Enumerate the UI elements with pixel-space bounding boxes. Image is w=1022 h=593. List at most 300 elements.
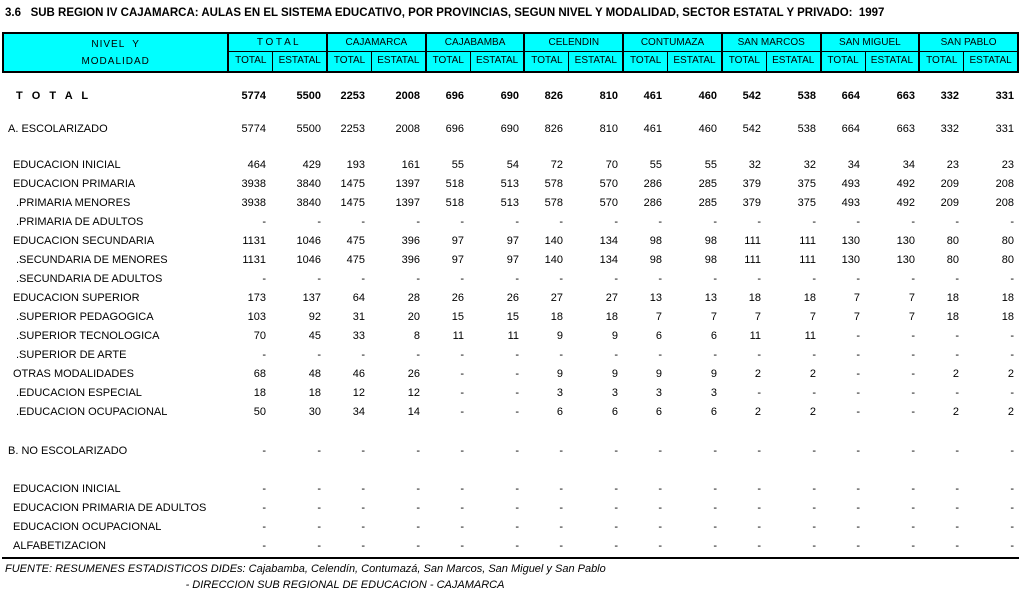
- row-label: .EDUCACION ESPECIAL: [16, 387, 142, 399]
- cell-value: 80: [1001, 254, 1014, 266]
- cell-value: 810: [599, 123, 618, 135]
- cell-value: -: [713, 216, 717, 228]
- cell-value: -: [757, 521, 761, 533]
- cell-value: 97: [506, 235, 519, 247]
- cell-value: -: [812, 483, 816, 495]
- cell-value: -: [955, 502, 959, 514]
- cell-value: 9: [556, 368, 563, 380]
- cell-value: 70: [605, 159, 618, 171]
- table-row: [2, 442, 1019, 461]
- cell-value: -: [911, 216, 915, 228]
- cell-value: 18: [946, 311, 959, 323]
- cell-value: 12: [407, 387, 420, 399]
- cell-value: -: [658, 540, 662, 552]
- cell-value: -: [713, 540, 717, 552]
- cell-value: -: [757, 216, 761, 228]
- cell-value: -: [262, 445, 266, 457]
- cell-value: 663: [896, 90, 915, 102]
- cell-value: 72: [550, 159, 563, 171]
- cell-value: -: [911, 502, 915, 514]
- row-header-line2: MODALIDAD: [81, 55, 150, 67]
- cell-value: 7: [655, 311, 662, 323]
- cell-value: 161: [401, 159, 420, 171]
- cell-value: -: [460, 368, 464, 380]
- cell-value: 9: [556, 330, 563, 342]
- cell-value: 137: [302, 292, 321, 304]
- cell-value: -: [856, 502, 860, 514]
- table-row: [2, 251, 1019, 270]
- cell-value: 7: [908, 311, 915, 323]
- cell-value: -: [757, 483, 761, 495]
- cell-value: 1131: [242, 235, 266, 247]
- cell-value: 379: [742, 178, 761, 190]
- cell-value: -: [361, 502, 365, 514]
- cell-value: 7: [754, 311, 761, 323]
- cell-value: 464: [247, 159, 266, 171]
- cell-value: 97: [451, 235, 464, 247]
- table-row: [2, 499, 1019, 518]
- data-table: [2, 32, 1019, 559]
- cell-value: 570: [599, 178, 618, 190]
- cell-value: 3938: [241, 178, 266, 190]
- cell-value: 379: [742, 197, 761, 209]
- column-subheader-row: [920, 52, 1017, 71]
- cell-value: 80: [946, 254, 959, 266]
- cell-value: -: [416, 349, 420, 361]
- cell-value: -: [361, 521, 365, 533]
- column-group-label: CAJABAMBA: [427, 34, 524, 52]
- column-subheader: ESTATAL: [865, 52, 919, 71]
- cell-value: 98: [649, 235, 662, 247]
- cell-value: 518: [445, 197, 464, 209]
- cell-value: -: [856, 216, 860, 228]
- cell-value: -: [812, 349, 816, 361]
- cell-value: 14: [407, 406, 420, 418]
- cell-value: -: [416, 502, 420, 514]
- cell-value: 332: [940, 90, 959, 102]
- cell-value: -: [460, 406, 464, 418]
- cell-value: -: [262, 349, 266, 361]
- cell-value: 27: [605, 292, 618, 304]
- cell-value: 538: [797, 123, 816, 135]
- institution-note: - DIRECCION SUB REGIONAL DE EDUCACION - CAJAMARCA: [185, 579, 505, 591]
- table-row: [2, 384, 1019, 403]
- row-label: EDUCACION PRIMARIA: [13, 178, 136, 190]
- cell-value: -: [1010, 330, 1014, 342]
- cell-value: 8: [413, 330, 420, 342]
- cell-value: -: [713, 502, 717, 514]
- cell-value: 331: [995, 123, 1014, 135]
- cell-value: 696: [445, 123, 464, 135]
- cell-value: 92: [308, 311, 321, 323]
- table-row: [2, 270, 1019, 289]
- row-label: .PRIMARIA MENORES: [16, 197, 131, 209]
- cell-value: 80: [1001, 235, 1014, 247]
- cell-value: -: [1010, 502, 1014, 514]
- cell-value: -: [515, 216, 519, 228]
- cell-value: 690: [500, 90, 519, 102]
- cell-value: -: [1010, 521, 1014, 533]
- cell-value: -: [262, 521, 266, 533]
- cell-value: -: [416, 273, 420, 285]
- cell-value: -: [559, 540, 563, 552]
- cell-value: 130: [841, 254, 860, 266]
- table-row: [2, 156, 1019, 175]
- row-header-line1: NIVEL Y: [91, 38, 140, 50]
- row-label: OTRAS MODALIDADES: [13, 368, 135, 380]
- cell-value: 54: [506, 159, 519, 171]
- cell-value: 173: [247, 292, 266, 304]
- column-group-san-pablo: [918, 34, 1017, 71]
- cell-value: -: [614, 445, 618, 457]
- cell-value: -: [460, 502, 464, 514]
- cell-value: 130: [841, 235, 860, 247]
- cell-value: 286: [643, 197, 662, 209]
- cell-value: 23: [946, 159, 959, 171]
- cell-value: 286: [643, 178, 662, 190]
- cell-value: 97: [506, 254, 519, 266]
- cell-value: -: [812, 387, 816, 399]
- cell-value: -: [757, 502, 761, 514]
- cell-value: -: [812, 216, 816, 228]
- cell-value: -: [460, 445, 464, 457]
- row-label: T O T A L: [16, 90, 92, 102]
- cell-value: 134: [599, 254, 618, 266]
- cell-value: -: [559, 216, 563, 228]
- column-subheader-row: [723, 52, 820, 71]
- cell-value: -: [911, 483, 915, 495]
- cell-value: 460: [698, 123, 717, 135]
- cell-value: 130: [896, 254, 915, 266]
- cell-value: -: [460, 540, 464, 552]
- cell-value: 208: [995, 197, 1014, 209]
- cell-value: 46: [352, 368, 365, 380]
- cell-value: 140: [544, 235, 563, 247]
- cell-value: 33: [352, 330, 365, 342]
- cell-value: 461: [643, 90, 662, 102]
- column-subheader: ESTATAL: [568, 52, 622, 71]
- cell-value: 9: [611, 330, 618, 342]
- cell-value: 18: [605, 311, 618, 323]
- cell-value: -: [614, 349, 618, 361]
- cell-value: 18: [308, 387, 321, 399]
- row-label: .SECUNDARIA DE ADULTOS: [16, 273, 163, 285]
- cell-value: 209: [940, 197, 959, 209]
- cell-value: 7: [853, 292, 860, 304]
- table-row: [2, 480, 1019, 499]
- cell-value: 1131: [242, 254, 266, 266]
- cell-value: -: [955, 521, 959, 533]
- cell-value: -: [856, 368, 860, 380]
- cell-value: -: [911, 349, 915, 361]
- cell-value: 5500: [296, 123, 321, 135]
- row-label: .SUPERIOR TECNOLOGICA: [16, 330, 160, 342]
- cell-value: -: [515, 521, 519, 533]
- cell-value: 332: [940, 123, 959, 135]
- cell-value: -: [955, 387, 959, 399]
- cell-value: 98: [704, 254, 717, 266]
- cell-value: 11: [507, 330, 519, 342]
- cell-value: -: [559, 521, 563, 533]
- cell-value: -: [911, 540, 915, 552]
- cell-value: 690: [500, 123, 519, 135]
- cell-value: -: [317, 483, 321, 495]
- cell-value: 55: [704, 159, 717, 171]
- cell-value: -: [614, 502, 618, 514]
- cell-value: -: [856, 330, 860, 342]
- cell-value: 97: [451, 254, 464, 266]
- cell-value: 7: [853, 311, 860, 323]
- cell-value: -: [812, 273, 816, 285]
- cell-value: -: [955, 349, 959, 361]
- cell-value: -: [955, 330, 959, 342]
- cell-value: 1475: [340, 197, 365, 209]
- cell-value: -: [856, 349, 860, 361]
- cell-value: 513: [500, 178, 519, 190]
- cell-value: -: [911, 387, 915, 399]
- cell-value: 2: [952, 406, 959, 418]
- cell-value: -: [1010, 273, 1014, 285]
- cell-value: 3840: [296, 178, 321, 190]
- cell-value: 32: [748, 159, 761, 171]
- cell-value: -: [955, 273, 959, 285]
- cell-value: 461: [643, 123, 662, 135]
- cell-value: -: [559, 445, 563, 457]
- cell-value: -: [856, 406, 860, 418]
- column-subheader: TOTAL: [629, 55, 662, 66]
- cell-value: 103: [247, 311, 266, 323]
- cell-value: 130: [896, 235, 915, 247]
- cell-value: -: [812, 540, 816, 552]
- row-label: EDUCACION PRIMARIA DE ADULTOS: [13, 502, 207, 514]
- column-group-label: SAN MARCOS: [723, 34, 820, 52]
- column-subheader-row: [624, 52, 721, 71]
- cell-value: -: [856, 273, 860, 285]
- cell-value: -: [812, 502, 816, 514]
- cell-value: 513: [500, 197, 519, 209]
- cell-value: 34: [352, 406, 365, 418]
- cell-value: 15: [451, 311, 464, 323]
- cell-value: -: [713, 483, 717, 495]
- cell-value: 475: [346, 254, 365, 266]
- cell-value: -: [361, 483, 365, 495]
- cell-value: 11: [749, 330, 761, 342]
- cell-value: -: [460, 521, 464, 533]
- cell-value: -: [559, 349, 563, 361]
- cell-value: -: [658, 445, 662, 457]
- cell-value: 18: [253, 387, 266, 399]
- cell-value: -: [856, 445, 860, 457]
- cell-value: 375: [797, 178, 816, 190]
- cell-value: -: [757, 540, 761, 552]
- cell-value: -: [262, 540, 266, 552]
- cell-value: -: [317, 273, 321, 285]
- row-label: .SECUNDARIA DE MENORES: [16, 254, 168, 266]
- cell-value: 2253: [340, 90, 365, 102]
- cell-value: 12: [352, 387, 365, 399]
- cell-value: -: [614, 540, 618, 552]
- cell-value: 48: [308, 368, 321, 380]
- cell-value: 2: [952, 368, 959, 380]
- cell-value: 5500: [296, 90, 321, 102]
- cell-value: -: [713, 273, 717, 285]
- table-row: [2, 518, 1019, 537]
- cell-value: 570: [599, 197, 618, 209]
- row-label: A. ESCOLARIZADO: [8, 123, 108, 135]
- cell-value: 111: [799, 254, 816, 266]
- cell-value: -: [713, 521, 717, 533]
- row-label: .SUPERIOR DE ARTE: [16, 349, 127, 361]
- cell-value: -: [317, 445, 321, 457]
- cell-value: 7: [908, 292, 915, 304]
- cell-value: 26: [451, 292, 464, 304]
- cell-value: -: [911, 521, 915, 533]
- cell-value: 9: [710, 368, 717, 380]
- column-subheader-row: [822, 52, 919, 71]
- cell-value: -: [1010, 483, 1014, 495]
- column-group-cajamarca: [326, 34, 425, 71]
- cell-value: -: [1010, 540, 1014, 552]
- cell-value: -: [1010, 349, 1014, 361]
- cell-value: 578: [544, 197, 563, 209]
- cell-value: -: [361, 216, 365, 228]
- cell-value: 9: [611, 368, 618, 380]
- cell-value: 538: [797, 90, 816, 102]
- cell-value: 6: [655, 406, 662, 418]
- column-subheader: TOTAL: [235, 55, 267, 66]
- cell-value: 285: [698, 178, 717, 190]
- cell-value: -: [713, 349, 717, 361]
- cell-value: 13: [704, 292, 717, 304]
- cell-value: 2: [1007, 406, 1014, 418]
- row-label: EDUCACION SUPERIOR: [13, 292, 140, 304]
- cell-value: 55: [649, 159, 662, 171]
- column-group-contumaza: [622, 34, 721, 71]
- cell-value: -: [460, 216, 464, 228]
- table-row: [2, 120, 1019, 139]
- row-label: ALFABETIZACION: [13, 540, 106, 552]
- cell-value: 493: [841, 197, 860, 209]
- cell-value: -: [856, 387, 860, 399]
- table-row: [2, 289, 1019, 308]
- cell-value: 34: [902, 159, 915, 171]
- row-label: EDUCACION OCUPACIONAL: [13, 521, 162, 533]
- cell-value: 696: [445, 90, 464, 102]
- table-row: [2, 87, 1019, 106]
- column-subheader: ESTATAL: [371, 52, 425, 71]
- cell-value: 826: [544, 123, 563, 135]
- cell-value: -: [262, 483, 266, 495]
- cell-value: 9: [655, 368, 662, 380]
- cell-value: 31: [352, 311, 365, 323]
- cell-value: -: [911, 368, 915, 380]
- cell-value: -: [559, 273, 563, 285]
- cell-value: 64: [352, 292, 365, 304]
- table-row: [2, 346, 1019, 365]
- cell-value: 3840: [296, 197, 321, 209]
- column-group-label: CELENDIN: [525, 34, 622, 52]
- cell-value: -: [317, 521, 321, 533]
- cell-value: -: [911, 445, 915, 457]
- cell-value: -: [460, 273, 464, 285]
- row-label: EDUCACION INICIAL: [13, 159, 121, 171]
- cell-value: 98: [704, 235, 717, 247]
- cell-value: -: [515, 445, 519, 457]
- cell-value: -: [955, 483, 959, 495]
- cell-value: 209: [940, 178, 959, 190]
- table-row: [2, 365, 1019, 384]
- cell-value: -: [515, 540, 519, 552]
- cell-value: -: [515, 483, 519, 495]
- cell-value: 429: [302, 159, 321, 171]
- cell-value: 2008: [395, 90, 420, 102]
- cell-value: 80: [946, 235, 959, 247]
- column-group-celendin: [523, 34, 622, 71]
- cell-value: 2: [754, 368, 761, 380]
- cell-value: -: [361, 540, 365, 552]
- row-label: EDUCACION SECUNDARIA: [13, 235, 155, 247]
- cell-value: 98: [649, 254, 662, 266]
- cell-value: 7: [710, 311, 717, 323]
- cell-value: 331: [995, 90, 1014, 102]
- cell-value: 285: [698, 197, 717, 209]
- column-group-label: SAN PABLO: [920, 34, 1017, 52]
- cell-value: 26: [506, 292, 519, 304]
- cell-value: -: [262, 502, 266, 514]
- column-group-label: CONTUMAZA: [624, 34, 721, 52]
- column-subheader: TOTAL: [827, 55, 859, 66]
- cell-value: 50: [253, 406, 266, 418]
- cell-value: 70: [253, 330, 266, 342]
- cell-value: 6: [710, 406, 717, 418]
- cell-value: -: [262, 273, 266, 285]
- table-row: [2, 537, 1019, 556]
- column-subheader-row: [328, 52, 425, 71]
- cell-value: 375: [797, 197, 816, 209]
- cell-value: -: [856, 540, 860, 552]
- cell-value: -: [361, 445, 365, 457]
- cell-value: -: [262, 216, 266, 228]
- cell-value: -: [911, 330, 915, 342]
- cell-value: -: [1010, 216, 1014, 228]
- cell-value: 664: [841, 123, 860, 135]
- cell-value: -: [515, 273, 519, 285]
- column-subheader-row: [525, 52, 622, 71]
- column-subheader-row: [229, 52, 326, 71]
- cell-value: -: [559, 483, 563, 495]
- cell-value: 664: [841, 90, 860, 102]
- cell-value: -: [1010, 387, 1014, 399]
- table-row: [2, 308, 1019, 327]
- cell-value: 18: [550, 311, 563, 323]
- cell-value: 578: [544, 178, 563, 190]
- cell-value: 18: [1001, 311, 1014, 323]
- cell-value: 492: [896, 178, 915, 190]
- cell-value: -: [416, 521, 420, 533]
- column-group-label: T O T A L: [229, 34, 326, 52]
- column-subheader: TOTAL: [333, 55, 366, 66]
- cell-value: -: [317, 349, 321, 361]
- row-label: .SUPERIOR PEDAGOGICA: [16, 311, 154, 323]
- column-subheader: TOTAL: [531, 55, 563, 66]
- cell-value: -: [317, 216, 321, 228]
- cell-value: 68: [253, 368, 266, 380]
- cell-value: 6: [556, 406, 563, 418]
- cell-value: 5774: [241, 90, 266, 102]
- cell-value: 111: [744, 235, 761, 247]
- cell-value: 518: [445, 178, 464, 190]
- cell-value: 2: [754, 406, 761, 418]
